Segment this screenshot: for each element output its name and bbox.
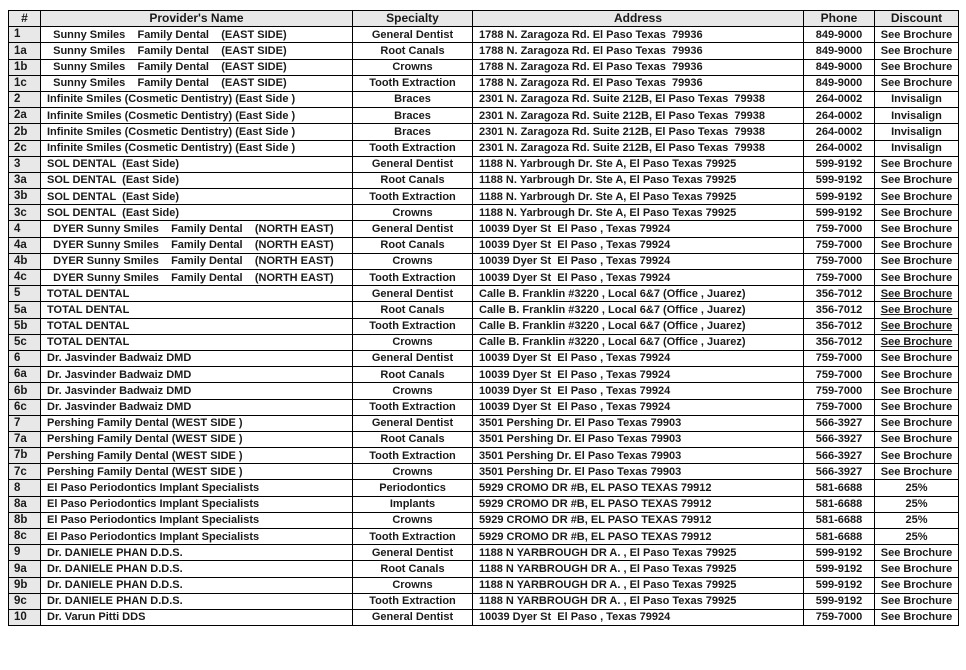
- table-row: [9, 350, 959, 366]
- address-cell: 10039 Dyer St El Paso , Texas 79924: [473, 270, 804, 286]
- table-row: [9, 609, 959, 625]
- header-specialty: Specialty: [353, 11, 473, 27]
- phone-cell: 264-0002: [804, 124, 875, 140]
- discount-cell: 25%: [875, 480, 959, 496]
- specialty-cell: General Dentist: [353, 156, 473, 172]
- row-number-cell: 9c: [9, 593, 41, 609]
- specialty-cell: General Dentist: [353, 609, 473, 625]
- table-row: [9, 593, 959, 609]
- provider-name-cell: Infinite Smiles (Cosmetic Dentistry) (East Side ): [41, 140, 353, 156]
- specialty-cell: Crowns: [353, 253, 473, 269]
- specialty-cell: Crowns: [353, 383, 473, 399]
- provider-name-cell: Sunny Smiles Family Dental (EAST SIDE): [41, 59, 353, 75]
- row-number-cell: 8: [9, 480, 41, 496]
- address-cell: Calle B. Franklin #3220 , Local 6&7 (Office , Juarez): [473, 302, 804, 318]
- specialty-cell: General Dentist: [353, 286, 473, 302]
- specialty-cell: Periodontics: [353, 480, 473, 496]
- provider-name-cell: TOTAL DENTAL: [41, 302, 353, 318]
- table-row: [9, 205, 959, 221]
- table-row: [9, 529, 959, 545]
- provider-name-cell: Dr. Jasvinder Badwaiz DMD: [41, 399, 353, 415]
- phone-cell: 849-9000: [804, 75, 875, 91]
- specialty-cell: General Dentist: [353, 27, 473, 43]
- provider-name-cell: Sunny Smiles Family Dental (EAST SIDE): [41, 43, 353, 59]
- discount-cell: See Brochure: [875, 75, 959, 91]
- discount-cell: See Brochure: [875, 367, 959, 383]
- header-row: [9, 11, 959, 27]
- row-number-cell: 3a: [9, 172, 41, 188]
- row-number-cell: 8c: [9, 529, 41, 545]
- row-number-cell: 3b: [9, 189, 41, 205]
- specialty-cell: Tooth Extraction: [353, 529, 473, 545]
- provider-name-cell: El Paso Periodontics Implant Specialists: [41, 496, 353, 512]
- address-cell: 1188 N YARBROUGH DR A. , El Paso Texas 79925: [473, 561, 804, 577]
- table-row: [9, 172, 959, 188]
- row-number-cell: 7b: [9, 448, 41, 464]
- row-number-cell: 9a: [9, 561, 41, 577]
- discount-cell: See Brochure: [875, 302, 959, 318]
- address-cell: Calle B. Franklin #3220 , Local 6&7 (Office , Juarez): [473, 318, 804, 334]
- address-cell: 1188 N. Yarbrough Dr. Ste A, El Paso Texas 79925: [473, 156, 804, 172]
- table-row: [9, 189, 959, 205]
- discount-cell: See Brochure: [875, 59, 959, 75]
- provider-name-cell: SOL DENTAL (East Side): [41, 156, 353, 172]
- specialty-cell: Braces: [353, 124, 473, 140]
- address-cell: 3501 Pershing Dr. El Paso Texas 79903: [473, 448, 804, 464]
- phone-cell: 759-7000: [804, 350, 875, 366]
- provider-name-cell: SOL DENTAL (East Side): [41, 172, 353, 188]
- row-number-cell: 6c: [9, 399, 41, 415]
- discount-cell: See Brochure: [875, 156, 959, 172]
- table-row: [9, 91, 959, 107]
- header-address: Address: [473, 11, 804, 27]
- specialty-cell: Root Canals: [353, 302, 473, 318]
- specialty-cell: Root Canals: [353, 43, 473, 59]
- specialty-cell: Root Canals: [353, 561, 473, 577]
- table-row: [9, 480, 959, 496]
- address-cell: 10039 Dyer St El Paso , Texas 79924: [473, 237, 804, 253]
- address-cell: 1788 N. Zaragoza Rd. El Paso Texas 79936: [473, 59, 804, 75]
- address-cell: 10039 Dyer St El Paso , Texas 79924: [473, 350, 804, 366]
- address-cell: 1188 N YARBROUGH DR A. , El Paso Texas 79925: [473, 593, 804, 609]
- provider-name-cell: DYER Sunny Smiles Family Dental (NORTH EAST): [41, 237, 353, 253]
- row-number-cell: 2a: [9, 108, 41, 124]
- table-row: [9, 27, 959, 43]
- table-row: [9, 253, 959, 269]
- provider-name-cell: DYER Sunny Smiles Family Dental (NORTH EAST): [41, 253, 353, 269]
- provider-name-cell: Pershing Family Dental (WEST SIDE ): [41, 415, 353, 431]
- row-number-cell: 5c: [9, 334, 41, 350]
- provider-table-body: [9, 27, 959, 626]
- phone-cell: 566-3927: [804, 431, 875, 447]
- table-row: [9, 383, 959, 399]
- specialty-cell: Crowns: [353, 205, 473, 221]
- address-cell: 3501 Pershing Dr. El Paso Texas 79903: [473, 415, 804, 431]
- discount-cell: 25%: [875, 529, 959, 545]
- specialty-cell: General Dentist: [353, 545, 473, 561]
- discount-cell: See Brochure: [875, 270, 959, 286]
- row-number-cell: 7a: [9, 431, 41, 447]
- discount-cell: Invisalign: [875, 91, 959, 107]
- row-number-cell: 10: [9, 609, 41, 625]
- address-cell: 1188 N YARBROUGH DR A. , El Paso Texas 79925: [473, 545, 804, 561]
- phone-cell: 759-7000: [804, 367, 875, 383]
- address-cell: 1788 N. Zaragoza Rd. El Paso Texas 79936: [473, 75, 804, 91]
- row-number-cell: 2c: [9, 140, 41, 156]
- phone-cell: 581-6688: [804, 529, 875, 545]
- address-cell: 1188 N. Yarbrough Dr. Ste A, El Paso Texas 79925: [473, 172, 804, 188]
- row-number-cell: 2: [9, 91, 41, 107]
- discount-cell: See Brochure: [875, 431, 959, 447]
- table-row: [9, 43, 959, 59]
- provider-name-cell: Dr. Jasvinder Badwaiz DMD: [41, 383, 353, 399]
- table-row: [9, 367, 959, 383]
- specialty-cell: Root Canals: [353, 431, 473, 447]
- discount-cell: See Brochure: [875, 27, 959, 43]
- specialty-cell: Tooth Extraction: [353, 318, 473, 334]
- address-cell: 10039 Dyer St El Paso , Texas 79924: [473, 609, 804, 625]
- row-number-cell: 6a: [9, 367, 41, 383]
- address-cell: 5929 CROMO DR #B, EL PASO TEXAS 79912: [473, 512, 804, 528]
- provider-discount-table: [8, 10, 959, 626]
- row-number-cell: 6: [9, 350, 41, 366]
- phone-cell: 599-9192: [804, 172, 875, 188]
- row-number-cell: 1a: [9, 43, 41, 59]
- phone-cell: 759-7000: [804, 237, 875, 253]
- phone-cell: 581-6688: [804, 496, 875, 512]
- phone-cell: 759-7000: [804, 270, 875, 286]
- address-cell: 1188 N. Yarbrough Dr. Ste A, El Paso Texas 79925: [473, 205, 804, 221]
- row-number-cell: 6b: [9, 383, 41, 399]
- phone-cell: 566-3927: [804, 464, 875, 480]
- table-row: [9, 431, 959, 447]
- row-number-cell: 1b: [9, 59, 41, 75]
- discount-cell: See Brochure: [875, 415, 959, 431]
- row-number-cell: 4b: [9, 253, 41, 269]
- table-row: [9, 561, 959, 577]
- specialty-cell: Crowns: [353, 464, 473, 480]
- header-phone: Phone: [804, 11, 875, 27]
- table-row: [9, 399, 959, 415]
- phone-cell: 566-3927: [804, 415, 875, 431]
- table-row: [9, 140, 959, 156]
- phone-cell: 356-7012: [804, 286, 875, 302]
- provider-sheet: [8, 10, 958, 626]
- phone-cell: 264-0002: [804, 140, 875, 156]
- address-cell: 2301 N. Zaragoza Rd. Suite 212B, El Paso Texas 79938: [473, 91, 804, 107]
- address-cell: 2301 N. Zaragoza Rd. Suite 212B, El Paso Texas 79938: [473, 124, 804, 140]
- row-number-cell: 4a: [9, 237, 41, 253]
- discount-cell: 25%: [875, 496, 959, 512]
- address-cell: 1188 N YARBROUGH DR A. , El Paso Texas 79925: [473, 577, 804, 593]
- provider-name-cell: DYER Sunny Smiles Family Dental (NORTH EAST): [41, 270, 353, 286]
- phone-cell: 849-9000: [804, 27, 875, 43]
- row-number-cell: 7c: [9, 464, 41, 480]
- address-cell: Calle B. Franklin #3220 , Local 6&7 (Office , Juarez): [473, 286, 804, 302]
- phone-cell: 581-6688: [804, 512, 875, 528]
- row-number-cell: 9b: [9, 577, 41, 593]
- phone-cell: 599-9192: [804, 561, 875, 577]
- provider-name-cell: El Paso Periodontics Implant Specialists: [41, 480, 353, 496]
- table-row: [9, 108, 959, 124]
- table-row: [9, 512, 959, 528]
- address-cell: Calle B. Franklin #3220 , Local 6&7 (Office , Juarez): [473, 334, 804, 350]
- row-number-cell: 5a: [9, 302, 41, 318]
- specialty-cell: Braces: [353, 108, 473, 124]
- provider-name-cell: Infinite Smiles (Cosmetic Dentistry) (East Side ): [41, 91, 353, 107]
- address-cell: 10039 Dyer St El Paso , Texas 79924: [473, 367, 804, 383]
- row-number-cell: 7: [9, 415, 41, 431]
- header-provider-name: Provider's Name: [41, 11, 353, 27]
- phone-cell: 849-9000: [804, 59, 875, 75]
- phone-cell: 759-7000: [804, 383, 875, 399]
- specialty-cell: General Dentist: [353, 221, 473, 237]
- provider-name-cell: SOL DENTAL (East Side): [41, 205, 353, 221]
- discount-cell: See Brochure: [875, 577, 959, 593]
- row-number-cell: 1: [9, 27, 41, 43]
- table-row: [9, 221, 959, 237]
- provider-name-cell: Infinite Smiles (Cosmetic Dentistry) (East Side ): [41, 108, 353, 124]
- address-cell: 5929 CROMO DR #B, EL PASO TEXAS 79912: [473, 496, 804, 512]
- address-cell: 5929 CROMO DR #B, EL PASO TEXAS 79912: [473, 529, 804, 545]
- phone-cell: 759-7000: [804, 253, 875, 269]
- discount-cell: See Brochure: [875, 205, 959, 221]
- specialty-cell: Crowns: [353, 512, 473, 528]
- address-cell: 5929 CROMO DR #B, EL PASO TEXAS 79912: [473, 480, 804, 496]
- row-number-cell: 3c: [9, 205, 41, 221]
- provider-name-cell: TOTAL DENTAL: [41, 318, 353, 334]
- specialty-cell: Tooth Extraction: [353, 448, 473, 464]
- row-number-cell: 2b: [9, 124, 41, 140]
- discount-cell: See Brochure: [875, 609, 959, 625]
- provider-name-cell: Pershing Family Dental (WEST SIDE ): [41, 431, 353, 447]
- phone-cell: 356-7012: [804, 334, 875, 350]
- table-row: [9, 545, 959, 561]
- specialty-cell: Tooth Extraction: [353, 140, 473, 156]
- discount-cell: See Brochure: [875, 237, 959, 253]
- phone-cell: 759-7000: [804, 399, 875, 415]
- phone-cell: 759-7000: [804, 221, 875, 237]
- provider-name-cell: El Paso Periodontics Implant Specialists: [41, 512, 353, 528]
- phone-cell: 599-9192: [804, 577, 875, 593]
- table-row: [9, 270, 959, 286]
- address-cell: 3501 Pershing Dr. El Paso Texas 79903: [473, 431, 804, 447]
- row-number-cell: 1c: [9, 75, 41, 91]
- phone-cell: 599-9192: [804, 189, 875, 205]
- phone-cell: 264-0002: [804, 108, 875, 124]
- table-row: [9, 286, 959, 302]
- discount-cell: 25%: [875, 512, 959, 528]
- header-discount: Discount: [875, 11, 959, 27]
- table-row: [9, 124, 959, 140]
- phone-cell: 356-7012: [804, 318, 875, 334]
- address-cell: 10039 Dyer St El Paso , Texas 79924: [473, 221, 804, 237]
- row-number-cell: 5: [9, 286, 41, 302]
- discount-cell: See Brochure: [875, 334, 959, 350]
- address-cell: 1788 N. Zaragoza Rd. El Paso Texas 79936: [473, 27, 804, 43]
- provider-name-cell: SOL DENTAL (East Side): [41, 189, 353, 205]
- specialty-cell: General Dentist: [353, 350, 473, 366]
- row-number-cell: 4c: [9, 270, 41, 286]
- discount-cell: See Brochure: [875, 593, 959, 609]
- row-number-cell: 3: [9, 156, 41, 172]
- discount-cell: Invisalign: [875, 108, 959, 124]
- discount-cell: See Brochure: [875, 221, 959, 237]
- phone-cell: 599-9192: [804, 156, 875, 172]
- discount-cell: See Brochure: [875, 383, 959, 399]
- table-row: [9, 75, 959, 91]
- specialty-cell: Crowns: [353, 577, 473, 593]
- discount-cell: See Brochure: [875, 561, 959, 577]
- provider-name-cell: Dr. DANIELE PHAN D.D.S.: [41, 577, 353, 593]
- specialty-cell: Tooth Extraction: [353, 593, 473, 609]
- specialty-cell: Implants: [353, 496, 473, 512]
- discount-cell: See Brochure: [875, 545, 959, 561]
- provider-name-cell: DYER Sunny Smiles Family Dental (NORTH EAST): [41, 221, 353, 237]
- phone-cell: 581-6688: [804, 480, 875, 496]
- discount-cell: See Brochure: [875, 172, 959, 188]
- specialty-cell: Root Canals: [353, 237, 473, 253]
- table-row: [9, 237, 959, 253]
- phone-cell: 759-7000: [804, 609, 875, 625]
- specialty-cell: Tooth Extraction: [353, 270, 473, 286]
- specialty-cell: Tooth Extraction: [353, 75, 473, 91]
- specialty-cell: Crowns: [353, 59, 473, 75]
- discount-cell: See Brochure: [875, 448, 959, 464]
- phone-cell: 849-9000: [804, 43, 875, 59]
- discount-cell: See Brochure: [875, 253, 959, 269]
- address-cell: 1188 N. Yarbrough Dr. Ste A, El Paso Texas 79925: [473, 189, 804, 205]
- phone-cell: 356-7012: [804, 302, 875, 318]
- discount-cell: Invisalign: [875, 124, 959, 140]
- discount-cell: See Brochure: [875, 350, 959, 366]
- address-cell: 1788 N. Zaragoza Rd. El Paso Texas 79936: [473, 43, 804, 59]
- table-row: [9, 156, 959, 172]
- table-row: [9, 415, 959, 431]
- discount-cell: Invisalign: [875, 140, 959, 156]
- row-number-cell: 8a: [9, 496, 41, 512]
- table-row: [9, 448, 959, 464]
- table-row: [9, 496, 959, 512]
- provider-name-cell: Sunny Smiles Family Dental (EAST SIDE): [41, 75, 353, 91]
- discount-cell: See Brochure: [875, 189, 959, 205]
- table-row: [9, 59, 959, 75]
- address-cell: 10039 Dyer St El Paso , Texas 79924: [473, 383, 804, 399]
- table-row: [9, 302, 959, 318]
- phone-cell: 599-9192: [804, 593, 875, 609]
- address-cell: 2301 N. Zaragoza Rd. Suite 212B, El Paso Texas 79938: [473, 140, 804, 156]
- phone-cell: 599-9192: [804, 545, 875, 561]
- row-number-cell: 8b: [9, 512, 41, 528]
- provider-name-cell: Sunny Smiles Family Dental (EAST SIDE): [41, 27, 353, 43]
- provider-name-cell: Infinite Smiles (Cosmetic Dentistry) (East Side ): [41, 124, 353, 140]
- table-row: [9, 464, 959, 480]
- row-number-cell: 4: [9, 221, 41, 237]
- specialty-cell: Tooth Extraction: [353, 399, 473, 415]
- provider-name-cell: TOTAL DENTAL: [41, 334, 353, 350]
- specialty-cell: Crowns: [353, 334, 473, 350]
- specialty-cell: Root Canals: [353, 367, 473, 383]
- provider-name-cell: Dr. DANIELE PHAN D.D.S.: [41, 561, 353, 577]
- provider-name-cell: Pershing Family Dental (WEST SIDE ): [41, 448, 353, 464]
- address-cell: 10039 Dyer St El Paso , Texas 79924: [473, 253, 804, 269]
- phone-cell: 566-3927: [804, 448, 875, 464]
- address-cell: 3501 Pershing Dr. El Paso Texas 79903: [473, 464, 804, 480]
- phone-cell: 599-9192: [804, 205, 875, 221]
- discount-cell: See Brochure: [875, 286, 959, 302]
- table-row: [9, 577, 959, 593]
- discount-cell: See Brochure: [875, 43, 959, 59]
- row-number-cell: 5b: [9, 318, 41, 334]
- header-row-number: #: [9, 11, 41, 27]
- provider-name-cell: Pershing Family Dental (WEST SIDE ): [41, 464, 353, 480]
- provider-name-cell: Dr. Jasvinder Badwaiz DMD: [41, 350, 353, 366]
- specialty-cell: Braces: [353, 91, 473, 107]
- row-number-cell: 9: [9, 545, 41, 561]
- provider-name-cell: TOTAL DENTAL: [41, 286, 353, 302]
- discount-cell: See Brochure: [875, 399, 959, 415]
- phone-cell: 264-0002: [804, 91, 875, 107]
- discount-cell: See Brochure: [875, 318, 959, 334]
- specialty-cell: Root Canals: [353, 172, 473, 188]
- specialty-cell: General Dentist: [353, 415, 473, 431]
- discount-cell: See Brochure: [875, 464, 959, 480]
- provider-name-cell: Dr. DANIELE PHAN D.D.S.: [41, 545, 353, 561]
- provider-name-cell: El Paso Periodontics Implant Specialists: [41, 529, 353, 545]
- address-cell: 2301 N. Zaragoza Rd. Suite 212B, El Paso Texas 79938: [473, 108, 804, 124]
- table-row: [9, 318, 959, 334]
- specialty-cell: Tooth Extraction: [353, 189, 473, 205]
- table-row: [9, 334, 959, 350]
- provider-name-cell: Dr. Varun Pitti DDS: [41, 609, 353, 625]
- table-header: [9, 11, 959, 27]
- address-cell: 10039 Dyer St El Paso , Texas 79924: [473, 399, 804, 415]
- provider-name-cell: Dr. DANIELE PHAN D.D.S.: [41, 593, 353, 609]
- provider-name-cell: Dr. Jasvinder Badwaiz DMD: [41, 367, 353, 383]
